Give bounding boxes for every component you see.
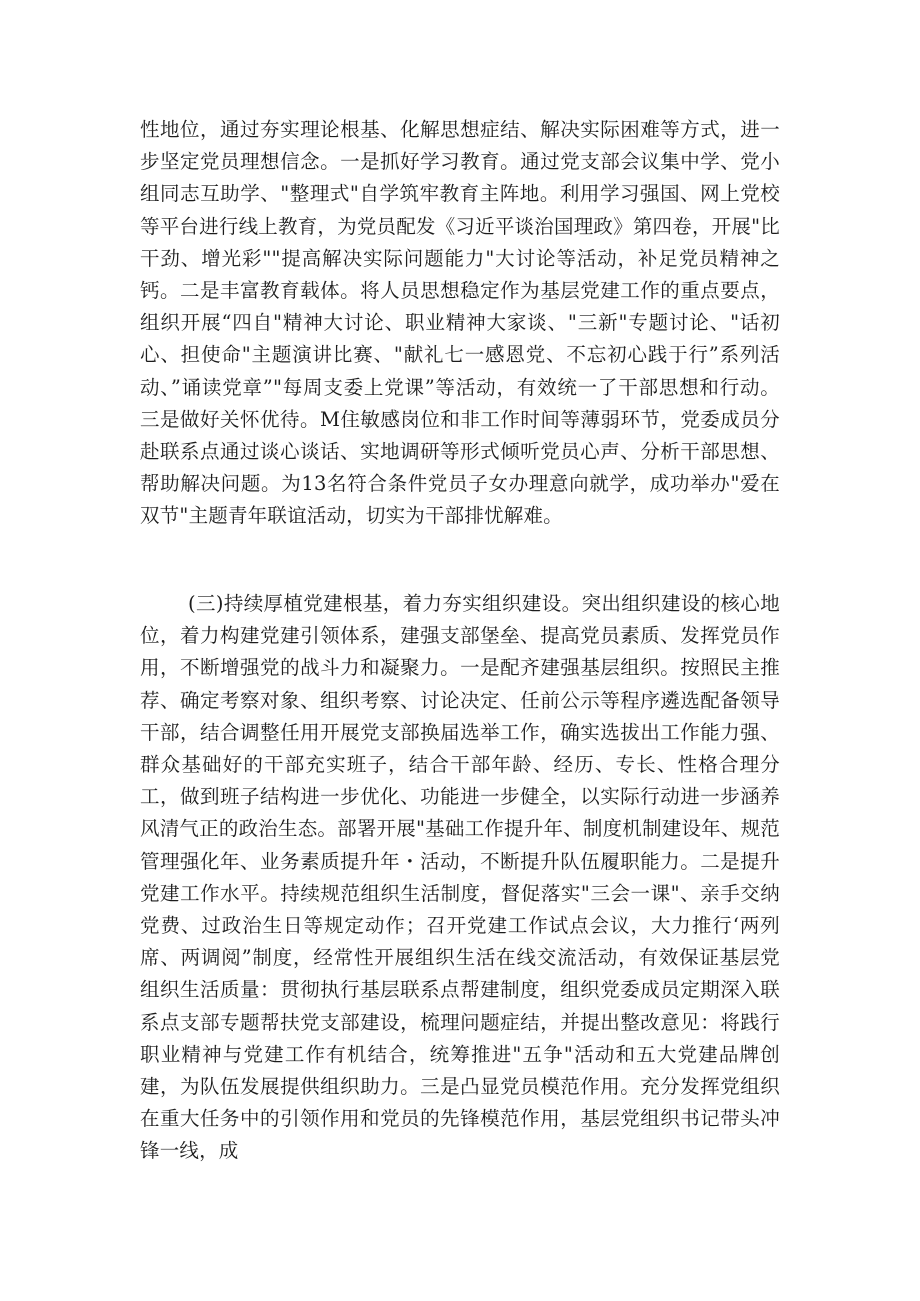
body-paragraph-continued: 性地位，通过夯实理论根基、化解思想症结、解决实际困难等方式，进一步坚定党员理想信念。一是抓好学习教育。通过党支部会议集中学、党小组同志互助学、"整理式"自学筑牢教育主阵地。利用学习强国、网上党校等平台进行线上教育，为党员配发《习近平谈治国理政》第四卷，开展"比干劲、增光彩""提高解决实际问题能力"大讨论等活动，补足党员精神之钙。二是丰富教育载体。将人员思想稳定作为基层党建工作的重点要点，组织开展“四自"精神大讨论、职业精神大家谈、"三新"专题讨论、"话初心、担使命"主题演讲比赛、"献礼七一感恩党、不忘初心践于行”系列活动、”诵读党章”"每周支委上党课”等活动，有效统一了干部思想和行动。三是做好关怀优待。M住敏感岗位和非工作时间等薄弱环节，党委成员分赴联系点通过谈心谈话、实地调研等形式倾听党员心声、分析干部思想、帮助解决问题。为13名符合条件党员子女办理意向就学，成功举办"爱在双节"主题青年联谊活动，切实为干部排忧解难。 [140, 118, 780, 528]
body-paragraph-section-3: (三)持续厚植党建根基，着力夯实组织建设。突出组织建设的核心地位，着力构建党建引领体系，建强支部堡垒、提高党员素质、发挥党员作用，不断增强党的战斗力和凝聚力。一是配齐建强基层组织。按照民主推荐、确定考察对象、组织考察、讨论决定、任前公示等程序遴选配备领导干部，结合调整任用开展党支部换届选举工作，确实选拔出工作能力强、群众基础好的干部充实班子，结合干部年龄、经历、专长、性格合理分工，做到班子结构进一步优化、功能进一步健全，以实际行动进一步涵养风清气正的政治生态。部署开展"基础工作提升年、制度机制建设年、规范管理强化年、业务素质提升年・活动，不断提升队伍履职能力。二是提升党建工作水平。持续规范组织生活制度，督促落实"三会一课"、亲手交纳党费、过政治生日等规定动作；召开党建工作试点会议，大力推行‘两列席、两调阅”制度，经常性开展组织生活在线交流活动，有效保证基层党组织生活质量：贯彻执行基层联系点帮建制度，组织党委成员定期深入联系点支部专题帮扶党支部建设，梳理问题症结，并提出整改意见：将践行职业精神与党建工作有机结合，统筹推进"五争"活动和五大党建品牌创建，为队伍发展提供组织助力。三是凸显党员模范作用。充分发挥党组织在重大任务中的引领作用和党员的先锋模范作用，基层党组织书记带头冲锋一线，成 [140, 592, 780, 1163]
